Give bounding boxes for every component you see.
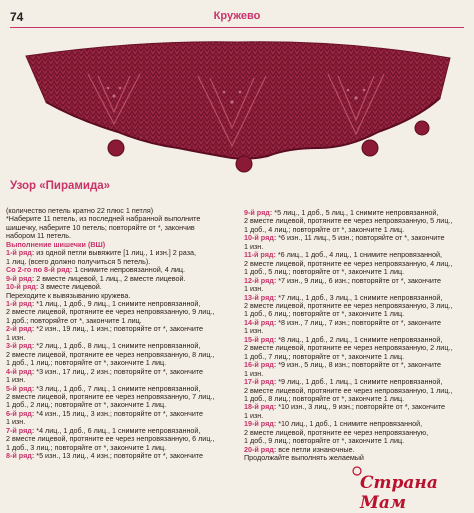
- row-text: *6 лиц., 1 доб., 4 лиц., 1 снимите непровязанной,: [277, 251, 443, 260]
- pattern-title: Узор «Пирамида»: [10, 180, 111, 192]
- instruction-line: [244, 429, 470, 437]
- row-text: 1 изн.: [244, 327, 264, 336]
- instruction-line: [244, 454, 470, 462]
- instruction-line: [6, 325, 238, 333]
- instruction-line: [6, 249, 238, 257]
- row-text: 2 вместе лицевой, 1 лиц., 2 вместе лицевой.: [36, 274, 186, 283]
- instruction-line: [6, 334, 238, 342]
- row-text: *2 лиц., 1 доб., 8 лиц., 1 снимите непровязанной,: [36, 342, 201, 351]
- row-label: 6-й ряд:: [6, 409, 35, 418]
- row-text: 1 доб., 9 лиц.; повторяйте от *, закончите 1 лиц.: [244, 437, 405, 446]
- row-text: 2 вместе лицевой, протяните ее через непровязанную, 7 лиц.,: [6, 392, 215, 401]
- instruction-line: [6, 435, 238, 443]
- instruction-line: [6, 317, 238, 325]
- instruction-line: [244, 370, 470, 378]
- row-text: *5 изн., 13 лиц., 4 изн.; повторяйте от *, закончите: [36, 452, 204, 461]
- row-label: 19-й ряд:: [244, 420, 277, 429]
- row-text: 1 изн.: [6, 418, 26, 427]
- row-text: 2 вместе лицевой, протяните ее через непровязанную, 1 лиц.,: [244, 386, 453, 395]
- instruction-line: [244, 395, 470, 403]
- row-text: 2 вместе лицевой, протяните ее через непровязанную, 8 лиц.,: [6, 350, 215, 359]
- instruction-line: [6, 452, 238, 460]
- row-text: 1 доб., 7 лиц.; повторяйте от *, закончите 1 лиц.: [244, 352, 405, 361]
- row-text: набором 11 петель.: [6, 232, 72, 241]
- instruction-line: [244, 412, 470, 420]
- instruction-line: [244, 344, 470, 352]
- row-text: *8 изн., 7 лиц., 7 изн.; повторяйте от *, закончите: [278, 318, 442, 327]
- row-label: 8-й ряд:: [6, 452, 35, 461]
- row-label: 4-й ряд:: [6, 367, 35, 376]
- row-text: 1 доб., 4 лиц.; повторяйте от *, закончите 1 лиц.: [244, 225, 405, 234]
- instruction-line: [244, 378, 470, 386]
- instruction-line: [6, 300, 238, 308]
- row-text: *6 изн., 11 лиц., 5 изн.; повторяйте от *, закончите: [278, 234, 445, 243]
- row-text: из одной петли вывяжите [1 лиц., 1 изн.] 2 раза,: [36, 249, 196, 258]
- row-text: *8 лиц., 1 доб., 2 лиц., 1 снимите непровязанной,: [278, 335, 443, 344]
- row-text: Продолжайте выполнять желаемый: [244, 454, 364, 463]
- row-text: 3 вместе лицевой.: [40, 283, 102, 292]
- row-label: 5-й ряд:: [6, 384, 35, 393]
- row-label: Со 2-го по 8-й ряд:: [6, 266, 73, 275]
- row-text: 1 доб., 8 лиц.; повторяйте от *, закончите 1 лиц.: [244, 394, 405, 403]
- instruction-line: [6, 342, 238, 350]
- row-label: 11-й ряд:: [244, 251, 276, 260]
- row-text: 1 лиц. (всего должно получиться 5 петель).: [6, 257, 151, 266]
- row-text: 1 доб., 5 лиц.; повторяйте от *, закончите 1 лиц.: [244, 268, 405, 277]
- row-text: 1 изн.: [244, 242, 264, 251]
- row-text: 1 снимите непровязанной, 4 лиц.: [74, 266, 186, 275]
- row-label: 10-й ряд:: [244, 234, 277, 243]
- row-text: шишечку, наберите 10 петель; повторяйте от *, закончив: [6, 223, 195, 232]
- instruction-line: [244, 403, 470, 411]
- row-label: 10-й ряд:: [6, 283, 39, 292]
- page-number: 74: [10, 10, 24, 24]
- instruction-line: [244, 209, 470, 217]
- instruction-line: [6, 292, 238, 300]
- row-text: *7 изн., 9 лиц., 6 изн.; повторяйте от *, закончите: [278, 276, 442, 285]
- instruction-line: [6, 410, 238, 418]
- instruction-line: [244, 420, 470, 428]
- instruction-line: [6, 258, 238, 266]
- row-label: 16-й ряд:: [244, 361, 277, 370]
- row-text: 1 доб., 3 лиц.; повторяйте от *, закончите 1 лиц.: [6, 443, 167, 452]
- row-label: 14-й ряд:: [244, 318, 277, 327]
- row-text: 2 вместе лицевой, протяните ее через непровязанную, 5 лиц.,: [244, 217, 453, 226]
- instruction-line: [244, 353, 470, 361]
- row-text: 2 вместе лицевой, протяните ее через непровязанную, 6 лиц.,: [6, 435, 215, 444]
- row-text: 1 доб., 1 лиц.; повторяйте от *, закончите 1 лиц.: [6, 359, 167, 368]
- row-text: *10 лиц., 1 доб., 1 снимите непровязанной,: [278, 420, 423, 429]
- instruction-line: [244, 217, 470, 225]
- row-text: *3 изн., 17 лиц., 2 изн.; повторяйте от *, закончите: [36, 367, 204, 376]
- row-label: 1-й ряд:: [6, 249, 35, 258]
- row-label: 17-й ряд:: [244, 378, 277, 387]
- row-text: 1 изн.: [6, 333, 26, 342]
- row-text: 1 доб., 2 лиц.; повторяйте от *, закончите 1 лиц.: [6, 401, 167, 410]
- instruction-line: [244, 327, 470, 335]
- instruction-line: [244, 387, 470, 395]
- row-label: 20-й ряд:: [244, 445, 277, 454]
- instruction-line: [6, 232, 238, 240]
- row-text: *1 лиц., 1 доб., 9 лиц., 1 снимите непровязанной,: [36, 299, 201, 308]
- instruction-line: [6, 266, 238, 274]
- instruction-line: [244, 243, 470, 251]
- header-divider: [10, 27, 464, 28]
- row-text: Переходите к вывязыванию кружева.: [6, 291, 131, 300]
- row-text: *2 изн., 19 лиц., 1 изн.; повторяйте от *, закончите: [36, 325, 204, 334]
- instruction-line: [244, 234, 470, 242]
- site-watermark: Страна Мам: [360, 473, 438, 513]
- row-text: 2 вместе лицевой, протяните ее через непровязанную, 3 лиц.,: [244, 301, 453, 310]
- instruction-line: [6, 427, 238, 435]
- row-label: 9-й ряд:: [6, 274, 35, 283]
- row-label: 3-й ряд:: [6, 342, 35, 351]
- instruction-line: [6, 275, 238, 283]
- instruction-line: [6, 207, 238, 215]
- instruction-line: [6, 444, 238, 452]
- row-label: 18-й ряд:: [244, 403, 277, 412]
- row-text: (количество петель кратно 22 плюс 1 петля): [6, 207, 154, 215]
- instruction-line: [244, 251, 470, 259]
- row-label: 15-й ряд:: [244, 335, 277, 344]
- instruction-line: [6, 215, 238, 223]
- instruction-line: [6, 385, 238, 393]
- row-text: 1 изн.: [244, 285, 264, 294]
- row-label: 9-й ряд:: [244, 209, 273, 217]
- row-text: 1 изн.: [6, 376, 26, 385]
- knitted-lace-photo: [18, 36, 458, 174]
- instruction-line: [6, 359, 238, 367]
- row-text: *9 лиц., 1 доб., 1 лиц., 1 снимите непровязанной,: [278, 378, 443, 387]
- instruction-line: [6, 351, 238, 359]
- instruction-line: [244, 268, 470, 276]
- row-text: 1 доб.; повторяйте от *, закончите 1 лиц.: [6, 316, 142, 325]
- row-text: 1 доб., 6 лиц.; повторяйте от *, закончите 1 лиц.: [244, 310, 405, 319]
- row-text: 1 изн.: [244, 369, 264, 378]
- instruction-line: [244, 437, 470, 445]
- row-label: 13-й ряд:: [244, 293, 277, 302]
- row-text: 2 вместе лицевой, протяните ее через непровязанную, 4 лиц.,: [244, 259, 453, 268]
- instruction-line: [244, 285, 470, 293]
- row-text: *4 лиц., 1 доб., 6 лиц., 1 снимите непровязанной,: [36, 426, 201, 435]
- instruction-line: [244, 277, 470, 285]
- row-text: *4 изн., 15 лиц., 3 изн.; повторяйте от *, закончите: [36, 409, 204, 418]
- row-text: 2 вместе лицевой, протяните ее через непровязанную,: [244, 428, 429, 437]
- page-header-title: Кружево: [213, 10, 261, 22]
- instruction-line: [6, 241, 238, 249]
- instruction-line: [244, 294, 470, 302]
- instruction-line: [244, 310, 470, 318]
- row-text: 1 изн.: [244, 411, 264, 420]
- instruction-line: [244, 260, 470, 268]
- row-text: Выполнение шишечки (ВШ): [6, 240, 106, 249]
- row-text: *10 изн., 3 лиц., 9 изн.; повторяйте от *, закончите: [278, 403, 446, 412]
- instruction-line: [244, 302, 470, 310]
- instruction-line: [6, 224, 238, 232]
- instruction-line: [6, 418, 238, 426]
- row-label: 12-й ряд:: [244, 276, 277, 285]
- row-text: 2 вместе лицевой, протяните ее через непровязанную, 2 лиц.,: [244, 344, 453, 353]
- row-text: *7 лиц., 1 доб., 3 лиц., 1 снимите непровязанной,: [278, 293, 443, 302]
- instruction-line: [244, 319, 470, 327]
- instruction-line: [244, 226, 470, 234]
- instructions-left-column: [6, 207, 238, 461]
- row-text: *9 изн., 5 лиц., 8 изн.; повторяйте от *, закончите: [278, 361, 442, 370]
- instruction-line: [244, 361, 470, 369]
- instruction-line: [6, 308, 238, 316]
- instruction-line: [6, 401, 238, 409]
- row-text: *5 лиц., 1 доб., 5 лиц., 1 снимите непровязанной,: [274, 209, 439, 217]
- row-text: *3 лиц., 1 доб., 7 лиц., 1 снимите непровязанной,: [36, 384, 201, 393]
- row-label: 2-й ряд:: [6, 325, 35, 334]
- instructions-right-column: [244, 209, 470, 463]
- row-label: 7-й ряд:: [6, 426, 35, 435]
- instruction-line: [6, 376, 238, 384]
- instruction-line: [6, 368, 238, 376]
- row-text: все петли изнаночные.: [278, 445, 355, 454]
- row-label: 1-й ряд:: [6, 299, 35, 308]
- instruction-line: [6, 393, 238, 401]
- instruction-line: [244, 336, 470, 344]
- row-text: 2 вместе лицевой, протяните ее через непровязанную, 9 лиц.,: [6, 308, 215, 317]
- instruction-line: [244, 446, 470, 454]
- instruction-line: [6, 283, 238, 291]
- row-text: *Наберите 11 петель, из последней набранной выполните: [6, 215, 201, 224]
